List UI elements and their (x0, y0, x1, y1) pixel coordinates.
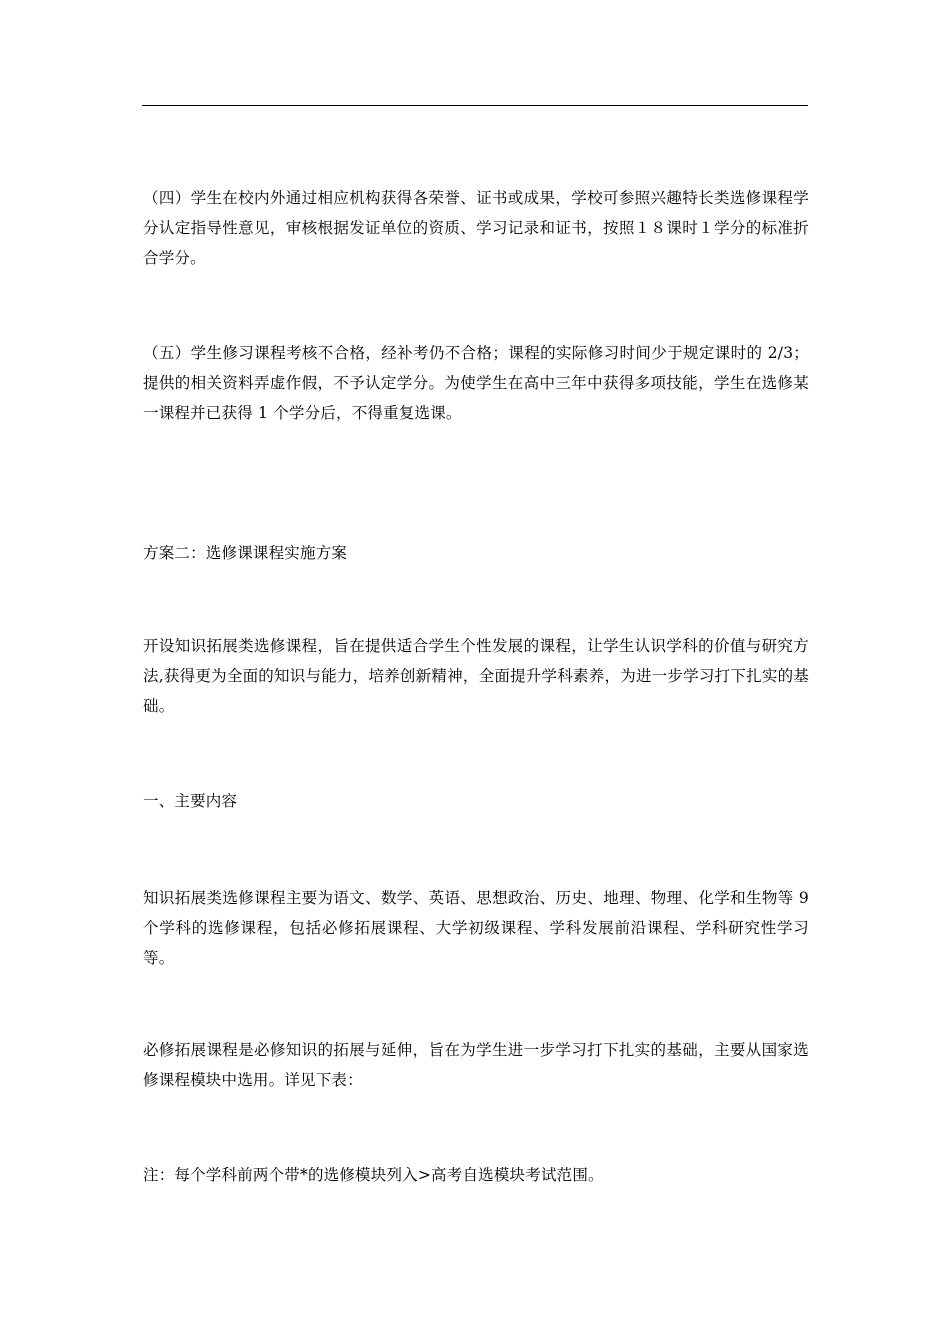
paragraph-credit-denial: （五）学生修习课程考核不合格，经补考仍不合格；课程的实际修习时间少于规定课时的 2/3；提供的相关资料弄虚作假，不予认定学分。为使学生在高中三年中获得多项技能，学生在选修某一课程并已获得 1 个学分后，不得重复选课。 (143, 344, 809, 422)
paragraph-subjects: 知识拓展类选修课程主要为语文、数学、英语、思想政治、历史、地理、物理、化学和生物等 9 个学科的选修课程，包括必修拓展课程、大学初级课程、学科发展前沿课程、学科研究性学习等。 (143, 889, 809, 967)
paragraph-required-extension: 必修拓展课程是必修知识的拓展与延伸，旨在为学生进一步学习打下扎实的基础，主要从国家选修课程模块中选用。详见下表： (143, 1041, 809, 1089)
paragraph-intro: 开设知识拓展类选修课程，旨在提供适合学生个性发展的课程，让学生认识学科的价值与研究方法,获得更为全面的知识与能力，培养创新精神，全面提升学科素养，为进一步学习打下扎实的基础。 (143, 637, 809, 715)
heading-plan-two: 方案二：选修课课程实施方案 (143, 544, 348, 562)
paragraph-credit-recognition: （四）学生在校内外通过相应机构获得各荣誉、证书或成果，学校可参照兴趣特长类选修课程学分认定指导性意见，审核根据发证单位的资质、学习记录和证书，按照１８课时１学分的标准折合学分。 (143, 189, 809, 267)
paragraph-note: 注：每个学科前两个带*的选修模块列入>高考自选模块考试范围。 (143, 1166, 604, 1184)
header-rule (142, 105, 808, 106)
heading-main-content: 一、主要内容 (143, 792, 238, 810)
